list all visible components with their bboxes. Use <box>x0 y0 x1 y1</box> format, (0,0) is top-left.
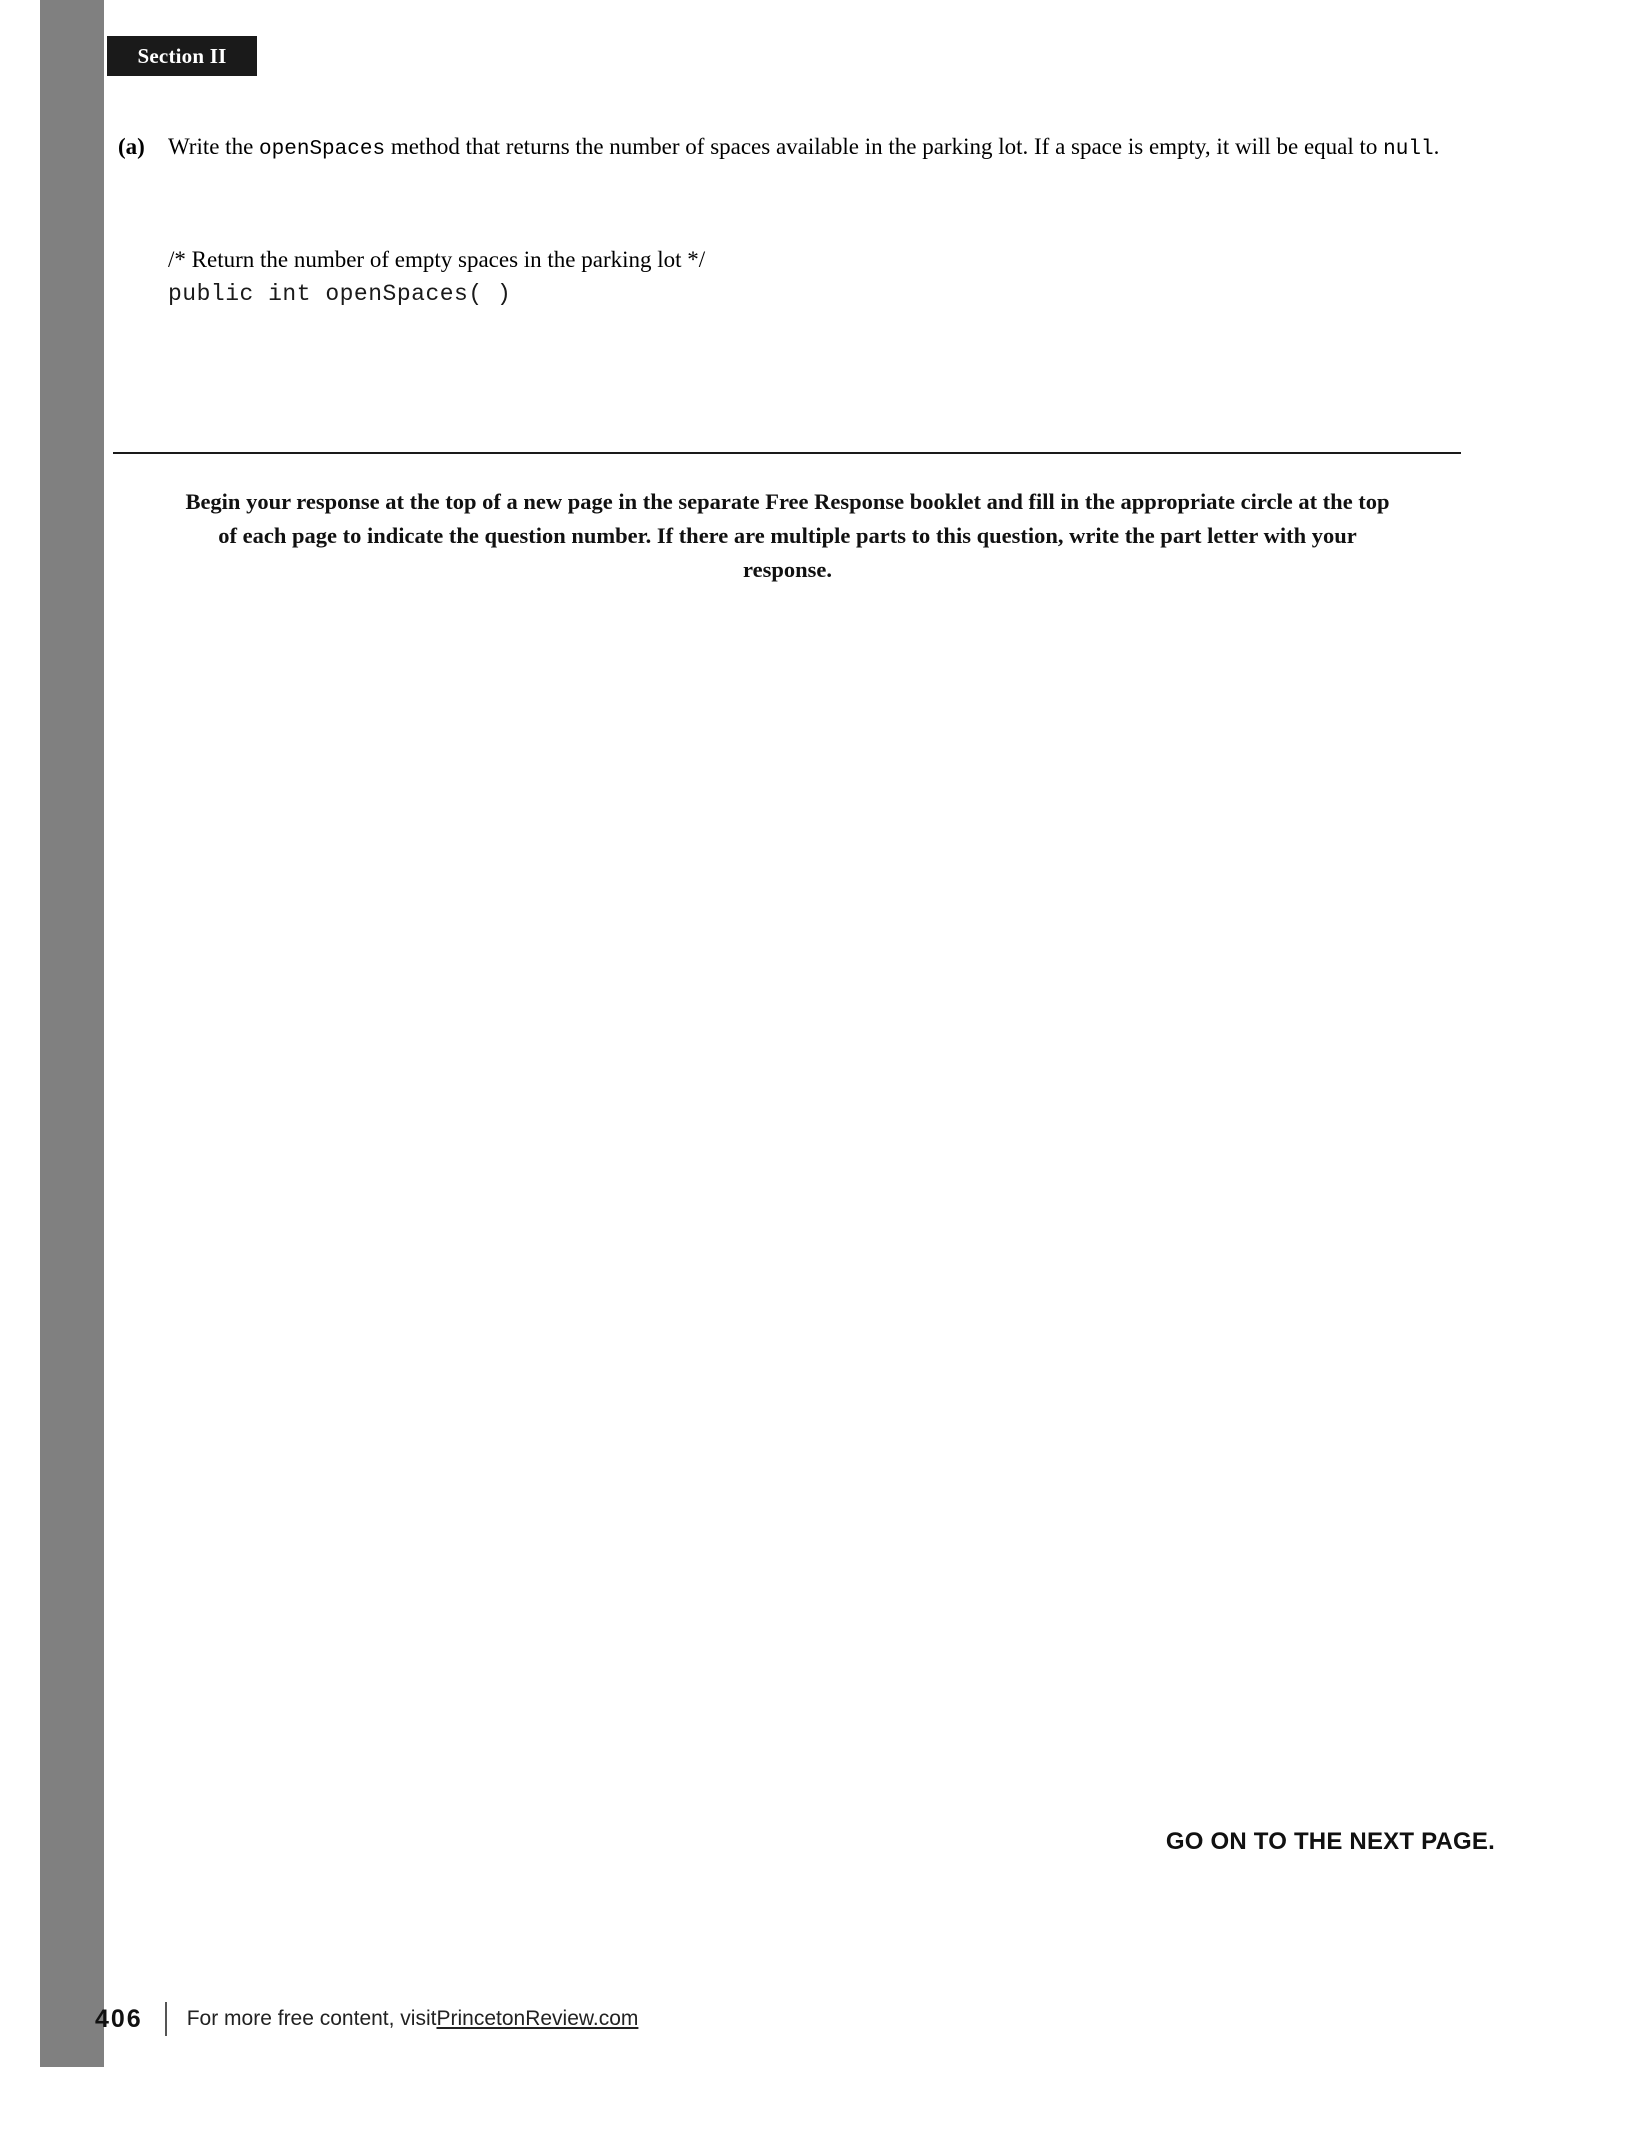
inline-code-openspaces: openSpaces <box>259 138 386 161</box>
code-signature-line: public int openSpaces( ) <box>168 281 512 307</box>
left-margin-band <box>40 0 104 2067</box>
page-number: 406 <box>95 2004 143 2033</box>
go-on-notice: GO ON TO THE NEXT PAGE. <box>1165 1828 1495 1855</box>
question-row <box>118 130 1478 167</box>
question-text-before: Write the <box>168 134 260 159</box>
question-text <box>168 130 1463 167</box>
question-block <box>118 130 1478 167</box>
section-tab-label: Section II <box>137 43 227 68</box>
section-tab <box>107 36 257 76</box>
question-text-after: . <box>1433 134 1440 159</box>
footer-text: For more free content, visit <box>186 2007 437 2030</box>
footer-link-princetonreview[interactable]: PrincetonReview.com <box>436 2007 639 2030</box>
code-comment-line: /* Return the number of empty spaces in the parking lot */ <box>168 247 706 272</box>
response-instructions: Begin your response at the top of a new page in the separate Free Response booklet and fill in the appropriate circle at the top of each page to indicate the question number. If there are multiple parts to this question, write the part letter with your response. <box>185 489 1390 582</box>
page-footer <box>95 1999 638 2039</box>
code-block <box>168 243 1368 311</box>
question-part-label: (a) <box>118 134 145 159</box>
footer-divider <box>165 2002 167 2036</box>
inline-code-null: null <box>1383 138 1434 161</box>
horizontal-divider <box>113 452 1461 454</box>
question-text-middle: method that returns the number of spaces available in the parking lot. If a space is empty, it will be equal to <box>385 134 1384 159</box>
